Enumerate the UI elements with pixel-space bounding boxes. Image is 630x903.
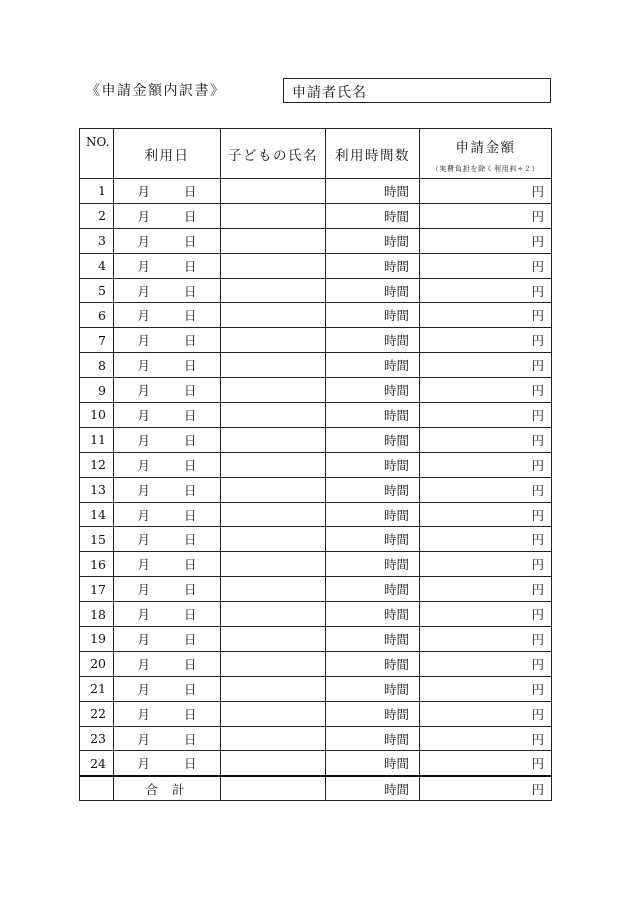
amount-cell[interactable]	[420, 427, 552, 452]
child-name-cell[interactable]	[221, 651, 326, 676]
table-row	[80, 203, 552, 228]
table-row	[80, 403, 552, 428]
day-unit: 日	[184, 183, 197, 199]
yen-unit: 円	[531, 731, 544, 747]
amount-cell[interactable]	[420, 527, 552, 552]
header-amount-note: （実費負担を除く利用料÷２）	[431, 164, 540, 173]
month-unit: 月	[137, 407, 150, 423]
child-name-cell[interactable]	[221, 328, 326, 353]
hours-cell[interactable]	[326, 353, 420, 378]
table-row	[80, 179, 552, 204]
month-unit: 月	[137, 756, 150, 772]
total-amount-cell[interactable]	[420, 776, 552, 801]
child-name-cell[interactable]	[221, 627, 326, 652]
amount-cell[interactable]	[420, 228, 552, 253]
hours-unit: 時間	[383, 631, 409, 647]
date-cell[interactable]	[114, 477, 221, 502]
hours-cell[interactable]	[326, 253, 420, 278]
child-name-cell[interactable]	[221, 278, 326, 303]
month-unit: 月	[137, 308, 150, 324]
hours-cell[interactable]	[326, 427, 420, 452]
day-unit: 日	[184, 631, 197, 647]
month-unit: 月	[137, 283, 150, 299]
table-row	[80, 602, 552, 627]
row-number: 15	[80, 527, 114, 552]
table-row	[80, 527, 552, 552]
month-unit: 月	[137, 208, 150, 224]
hours-unit: 時間	[383, 308, 409, 324]
row-number: 8	[80, 353, 114, 378]
child-name-cell[interactable]	[221, 452, 326, 477]
header-hours: 利用時間数	[326, 129, 420, 179]
date-cell[interactable]	[114, 627, 221, 652]
month-unit: 月	[137, 358, 150, 374]
table-row	[80, 253, 552, 278]
date-cell[interactable]	[114, 602, 221, 627]
yen-unit: 円	[531, 507, 544, 523]
hours-cell[interactable]	[326, 577, 420, 602]
date-cell[interactable]	[114, 577, 221, 602]
table-row	[80, 427, 552, 452]
amount-cell[interactable]	[420, 552, 552, 577]
child-name-cell[interactable]	[221, 253, 326, 278]
yen-unit: 円	[531, 557, 544, 573]
table-row	[80, 502, 552, 527]
row-number: 4	[80, 253, 114, 278]
month-unit: 月	[137, 333, 150, 349]
row-number: 13	[80, 477, 114, 502]
child-name-cell[interactable]	[221, 203, 326, 228]
child-name-cell[interactable]	[221, 577, 326, 602]
table-row	[80, 651, 552, 676]
table-row	[80, 676, 552, 701]
hours-unit: 時間	[383, 557, 409, 573]
child-name-cell[interactable]	[221, 179, 326, 204]
row-number: 5	[80, 278, 114, 303]
hours-unit: 時間	[383, 706, 409, 722]
row-number: 12	[80, 452, 114, 477]
hours-unit: 時間	[383, 283, 409, 299]
yen-unit: 円	[531, 457, 544, 473]
day-unit: 日	[184, 208, 197, 224]
amount-cell[interactable]	[420, 477, 552, 502]
hours-unit: 時間	[383, 681, 409, 697]
yen-unit: 円	[531, 407, 544, 423]
day-unit: 日	[184, 731, 197, 747]
amount-cell[interactable]	[420, 651, 552, 676]
row-number: 22	[80, 701, 114, 726]
yen-unit: 円	[531, 358, 544, 374]
hours-cell[interactable]	[326, 378, 420, 403]
hours-cell[interactable]	[326, 502, 420, 527]
child-name-cell[interactable]	[221, 701, 326, 726]
table-row	[80, 378, 552, 403]
month-unit: 月	[137, 532, 150, 548]
month-unit: 月	[137, 607, 150, 623]
child-name-cell[interactable]	[221, 726, 326, 751]
date-cell[interactable]	[114, 726, 221, 751]
day-unit: 日	[184, 407, 197, 423]
amount-cell[interactable]	[420, 253, 552, 278]
row-number: 7	[80, 328, 114, 353]
date-cell[interactable]	[114, 676, 221, 701]
child-name-cell[interactable]	[221, 502, 326, 527]
header-no: NO.	[80, 129, 114, 179]
row-number: 18	[80, 602, 114, 627]
hours-cell[interactable]	[326, 651, 420, 676]
yen-unit: 円	[531, 283, 544, 299]
date-cell[interactable]	[114, 228, 221, 253]
table-row	[80, 278, 552, 303]
table-row	[80, 552, 552, 577]
amount-cell[interactable]	[420, 577, 552, 602]
amount-cell[interactable]	[420, 403, 552, 428]
amount-cell[interactable]	[420, 452, 552, 477]
day-unit: 日	[184, 557, 197, 573]
day-unit: 日	[184, 656, 197, 672]
day-unit: 日	[184, 333, 197, 349]
row-number: 10	[80, 403, 114, 428]
total-hours-cell[interactable]	[326, 776, 420, 801]
yen-unit: 円	[531, 706, 544, 722]
child-name-cell[interactable]	[221, 676, 326, 701]
day-unit: 日	[184, 706, 197, 722]
yen-unit: 円	[531, 308, 544, 324]
hours-unit: 時間	[383, 607, 409, 623]
row-number: 1	[80, 179, 114, 204]
yen-unit: 円	[531, 781, 544, 797]
month-unit: 月	[137, 457, 150, 473]
hours-unit: 時間	[383, 457, 409, 473]
date-cell[interactable]	[114, 403, 221, 428]
header-row	[80, 129, 552, 179]
date-cell[interactable]	[114, 253, 221, 278]
yen-unit: 円	[531, 582, 544, 598]
table-row	[80, 726, 552, 751]
hours-unit: 時間	[383, 333, 409, 349]
total-label: 合計	[114, 776, 221, 801]
month-unit: 月	[137, 233, 150, 249]
month-unit: 月	[137, 557, 150, 573]
month-unit: 月	[137, 706, 150, 722]
amount-cell[interactable]	[420, 203, 552, 228]
hours-cell[interactable]	[326, 751, 420, 776]
hours-unit: 時間	[383, 532, 409, 548]
hours-cell[interactable]	[326, 552, 420, 577]
date-cell[interactable]	[114, 303, 221, 328]
yen-unit: 円	[531, 656, 544, 672]
amount-cell[interactable]	[420, 502, 552, 527]
yen-unit: 円	[531, 183, 544, 199]
header-amount	[420, 129, 552, 179]
amount-cell[interactable]	[420, 328, 552, 353]
yen-unit: 円	[531, 333, 544, 349]
hours-unit: 時間	[383, 407, 409, 423]
hours-unit: 時間	[383, 383, 409, 399]
date-cell[interactable]	[114, 701, 221, 726]
date-cell[interactable]	[114, 502, 221, 527]
hours-unit: 時間	[383, 233, 409, 249]
row-number: 11	[80, 427, 114, 452]
date-cell[interactable]	[114, 353, 221, 378]
yen-unit: 円	[531, 432, 544, 448]
row-number: 2	[80, 203, 114, 228]
total-child-cell	[221, 776, 326, 801]
day-unit: 日	[184, 532, 197, 548]
row-number: 16	[80, 552, 114, 577]
hours-unit: 時間	[383, 582, 409, 598]
hours-unit: 時間	[383, 507, 409, 523]
day-unit: 日	[184, 308, 197, 324]
child-name-cell[interactable]	[221, 477, 326, 502]
table-row	[80, 228, 552, 253]
hours-cell[interactable]	[326, 452, 420, 477]
day-unit: 日	[184, 681, 197, 697]
amount-cell[interactable]	[420, 353, 552, 378]
child-name-cell[interactable]	[221, 353, 326, 378]
date-cell[interactable]	[114, 427, 221, 452]
date-cell[interactable]	[114, 452, 221, 477]
date-cell[interactable]	[114, 278, 221, 303]
amount-cell[interactable]	[420, 179, 552, 204]
hours-cell[interactable]	[326, 627, 420, 652]
hours-cell[interactable]	[326, 179, 420, 204]
hours-cell[interactable]	[326, 527, 420, 552]
hours-unit: 時間	[383, 781, 409, 797]
row-number: 6	[80, 303, 114, 328]
month-unit: 月	[137, 731, 150, 747]
yen-unit: 円	[531, 208, 544, 224]
header-child-name: 子どもの氏名	[221, 129, 326, 179]
yen-unit: 円	[531, 756, 544, 772]
day-unit: 日	[184, 283, 197, 299]
yen-unit: 円	[531, 258, 544, 274]
amount-cell[interactable]	[420, 378, 552, 403]
table-row	[80, 328, 552, 353]
header-amount-label: 申請金額	[455, 139, 516, 156]
hours-cell[interactable]	[326, 676, 420, 701]
day-unit: 日	[184, 233, 197, 249]
date-cell[interactable]	[114, 328, 221, 353]
row-number: 17	[80, 577, 114, 602]
table-row	[80, 353, 552, 378]
hours-cell[interactable]	[326, 477, 420, 502]
month-unit: 月	[137, 507, 150, 523]
breakdown-table	[79, 128, 552, 801]
hours-unit: 時間	[383, 258, 409, 274]
month-unit: 月	[137, 656, 150, 672]
child-name-cell[interactable]	[221, 552, 326, 577]
document-title: 《申請金額内訳書》	[86, 83, 226, 99]
child-name-cell[interactable]	[221, 403, 326, 428]
hours-cell[interactable]	[326, 278, 420, 303]
day-unit: 日	[184, 432, 197, 448]
yen-unit: 円	[531, 482, 544, 498]
total-no-cell	[80, 776, 114, 801]
date-cell[interactable]	[114, 179, 221, 204]
month-unit: 月	[137, 482, 150, 498]
hours-unit: 時間	[383, 731, 409, 747]
hours-unit: 時間	[383, 358, 409, 374]
hours-cell[interactable]	[326, 726, 420, 751]
yen-unit: 円	[531, 233, 544, 249]
month-unit: 月	[137, 432, 150, 448]
row-number: 3	[80, 228, 114, 253]
amount-cell[interactable]	[420, 278, 552, 303]
child-name-cell[interactable]	[221, 303, 326, 328]
hours-cell[interactable]	[326, 602, 420, 627]
hours-unit: 時間	[383, 432, 409, 448]
date-cell[interactable]	[114, 378, 221, 403]
hours-unit: 時間	[383, 756, 409, 772]
date-cell[interactable]	[114, 651, 221, 676]
day-unit: 日	[184, 582, 197, 598]
table-row	[80, 577, 552, 602]
hours-cell[interactable]	[326, 328, 420, 353]
day-unit: 日	[184, 358, 197, 374]
month-unit: 月	[137, 258, 150, 274]
header-date: 利用日	[114, 129, 221, 179]
table-row	[80, 701, 552, 726]
yen-unit: 円	[531, 681, 544, 697]
amount-cell[interactable]	[420, 751, 552, 776]
hours-unit: 時間	[383, 656, 409, 672]
yen-unit: 円	[531, 607, 544, 623]
table-row	[80, 452, 552, 477]
day-unit: 日	[184, 258, 197, 274]
hours-cell[interactable]	[326, 203, 420, 228]
child-name-cell[interactable]	[221, 527, 326, 552]
applicant-name-field[interactable]: 申請者氏名	[283, 78, 551, 103]
day-unit: 日	[184, 607, 197, 623]
day-unit: 日	[184, 507, 197, 523]
row-number: 14	[80, 502, 114, 527]
yen-unit: 円	[531, 631, 544, 647]
date-cell[interactable]	[114, 552, 221, 577]
hours-unit: 時間	[383, 208, 409, 224]
month-unit: 月	[137, 681, 150, 697]
hours-cell[interactable]	[326, 228, 420, 253]
day-unit: 日	[184, 756, 197, 772]
total-row	[80, 776, 552, 801]
amount-cell[interactable]	[420, 303, 552, 328]
table-row	[80, 477, 552, 502]
child-name-cell[interactable]	[221, 602, 326, 627]
date-cell[interactable]	[114, 527, 221, 552]
amount-cell[interactable]	[420, 676, 552, 701]
child-name-cell[interactable]	[221, 751, 326, 776]
row-number: 9	[80, 378, 114, 403]
amount-cell[interactable]	[420, 726, 552, 751]
child-name-cell[interactable]	[221, 228, 326, 253]
amount-cell[interactable]	[420, 701, 552, 726]
hours-cell[interactable]	[326, 701, 420, 726]
month-unit: 月	[137, 582, 150, 598]
date-cell[interactable]	[114, 203, 221, 228]
month-unit: 月	[137, 631, 150, 647]
yen-unit: 円	[531, 383, 544, 399]
row-number: 20	[80, 651, 114, 676]
hours-cell[interactable]	[326, 403, 420, 428]
child-name-cell[interactable]	[221, 427, 326, 452]
table-row	[80, 751, 552, 776]
row-number: 24	[80, 751, 114, 776]
table-row	[80, 303, 552, 328]
amount-cell[interactable]	[420, 627, 552, 652]
day-unit: 日	[184, 482, 197, 498]
table-row	[80, 627, 552, 652]
hours-unit: 時間	[383, 482, 409, 498]
amount-cell[interactable]	[420, 602, 552, 627]
row-number: 21	[80, 676, 114, 701]
date-cell[interactable]	[114, 751, 221, 776]
row-number: 23	[80, 726, 114, 751]
day-unit: 日	[184, 457, 197, 473]
month-unit: 月	[137, 383, 150, 399]
day-unit: 日	[184, 383, 197, 399]
month-unit: 月	[137, 183, 150, 199]
hours-unit: 時間	[383, 183, 409, 199]
child-name-cell[interactable]	[221, 378, 326, 403]
yen-unit: 円	[531, 532, 544, 548]
row-number: 19	[80, 627, 114, 652]
hours-cell[interactable]	[326, 303, 420, 328]
